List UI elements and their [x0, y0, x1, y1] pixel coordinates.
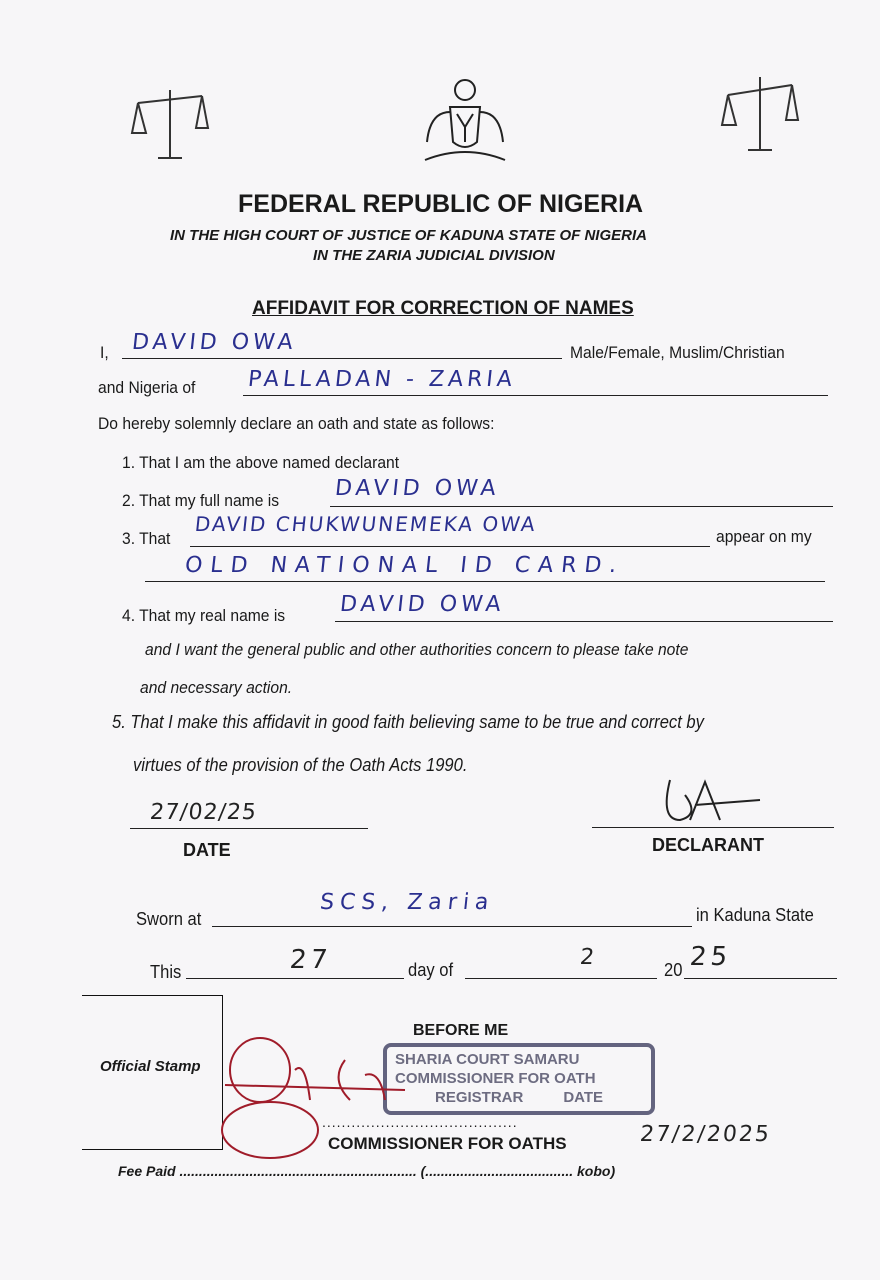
document-title: FEDERAL REPUBLIC OF NIGERIA	[238, 190, 644, 218]
item-2-label: 2. That my full name is	[122, 491, 280, 510]
declarant-signature	[650, 770, 770, 830]
stamp-line: REGISTRAR	[435, 1089, 524, 1106]
commissioner-label: COMMISSIONER FOR OATHS	[328, 1134, 567, 1153]
declaration-text: Do hereby solemnly declare an oath and state as follows:	[98, 414, 495, 433]
date-field[interactable]: 27/02/25	[148, 800, 259, 825]
stamp-line: SHARIA COURT SAMARU	[395, 1051, 580, 1068]
court-name: IN THE HIGH COURT OF JUSTICE OF KADUNA STATE OF NIGERIA	[170, 227, 647, 244]
real-name-field[interactable]: DAVID OWA	[338, 592, 506, 617]
date-label: DATE	[183, 840, 231, 860]
stamp-date-field[interactable]: 27/2/2025	[638, 1122, 773, 1147]
item-5-cont: virtues of the provision of the Oath Acts 1990.	[133, 755, 468, 775]
stamp-line: DATE	[563, 1089, 604, 1106]
division-name: IN THE ZARIA JUDICIAL DIVISION	[313, 247, 555, 264]
scales-of-justice-icon	[130, 88, 210, 163]
item-4-note-2: and necessary action.	[140, 678, 293, 697]
item-3-label: 3. That	[122, 529, 171, 548]
fee-paid-label: Fee Paid	[118, 1163, 176, 1179]
address-field[interactable]: PALLADAN - ZARIA	[246, 367, 518, 392]
court-rubber-stamp	[383, 1043, 655, 1115]
this-label: This	[150, 962, 182, 982]
before-me-label: BEFORE ME	[413, 1022, 509, 1039]
month-field[interactable]: 2	[578, 945, 600, 970]
sworn-at-label: Sworn at	[136, 909, 202, 929]
item-5: 5. That I make this affidavit in good faith believing same to be true and correct by	[112, 712, 704, 732]
commissioner-signature	[215, 1030, 415, 1160]
official-stamp-label: Official Stamp	[100, 1058, 201, 1075]
day-field[interactable]: 27	[288, 945, 333, 975]
declarant-label: DECLARANT	[652, 835, 764, 855]
coat-of-arms-icon	[415, 72, 515, 172]
sworn-place-field[interactable]: SCS, Zaria	[318, 890, 496, 915]
full-name-field[interactable]: DAVID OWA	[333, 476, 501, 501]
year-prefix: 20	[664, 960, 683, 980]
item-4-note: and I want the general public and other authorities concern to please take note	[145, 640, 689, 659]
kobo-label: kobo)	[577, 1163, 616, 1179]
declarant-name-field[interactable]: DAVID OWA	[130, 330, 298, 355]
year-field[interactable]: 25	[688, 942, 733, 972]
i-label: I,	[100, 343, 109, 362]
affidavit-heading: AFFIDAVIT FOR CORRECTION OF NAMES	[252, 298, 634, 319]
nigeria-of-label: and Nigeria of	[98, 378, 196, 397]
in-state-label: in Kaduna State	[696, 905, 814, 925]
item-4-label: 4. That my real name is	[122, 606, 286, 625]
stamp-line: COMMISSIONER FOR OATH	[395, 1070, 596, 1087]
fee-paid-row: Fee Paid ............................................................. (...................................... kobo)	[118, 1163, 616, 1179]
document-field[interactable]: OLD NATIONAL ID CARD.	[183, 553, 626, 578]
day-of-label: day of	[408, 960, 454, 980]
item-3-suffix: appear on my	[716, 527, 812, 546]
affidavit-document: FEDERAL REPUBLIC OF NIGERIA IN THE HIGH COURT OF JUSTICE OF KADUNA STATE OF NIGERIA IN THE ZARIA JUDICIAL DIVISION AFFIDAVIT FOR CORRECTION OF NAMES I, DAVID OWA Male/Female, Muslim/Christian and Nigeria of PALLADAN - ZARIA Do hereby solemnly declare an oath and state as follows: 1. That I am the above named declarant 2. That my full name is DAVID OWA 3. That DAVID CHUKWUNEMEKA OWA appear on my OLD NATIONAL ID CARD. 4. That my real name is DAVID OWA and I want the general public and other authorities concern to please take note and necessary action. 5. That I make this affidavit in good faith believing same to be true and correct by virtues of the provision of the Oath Acts 1990. 27/02/25 DATE DECLARANT Sworn at SCS, Zaria in Kaduna State This 27 day of 2 20 25 Official Stamp BEFORE ME SHARIA COURT SAMARU COMMISSIONER FOR OATH REGISTRAR DATE ........................................ COMMISSIONER FOR OATHS 27/2/2025 Fee Paid ............................................................. (...................................... kobo)	[0, 0, 880, 1280]
item-1: 1. That I am the above named declarant	[122, 453, 400, 472]
scales-of-justice-icon	[720, 75, 800, 155]
gender-religion-label: Male/Female, Muslim/Christian	[570, 343, 785, 362]
old-name-field[interactable]: DAVID CHUKWUNEMEKA OWA	[193, 512, 538, 536]
